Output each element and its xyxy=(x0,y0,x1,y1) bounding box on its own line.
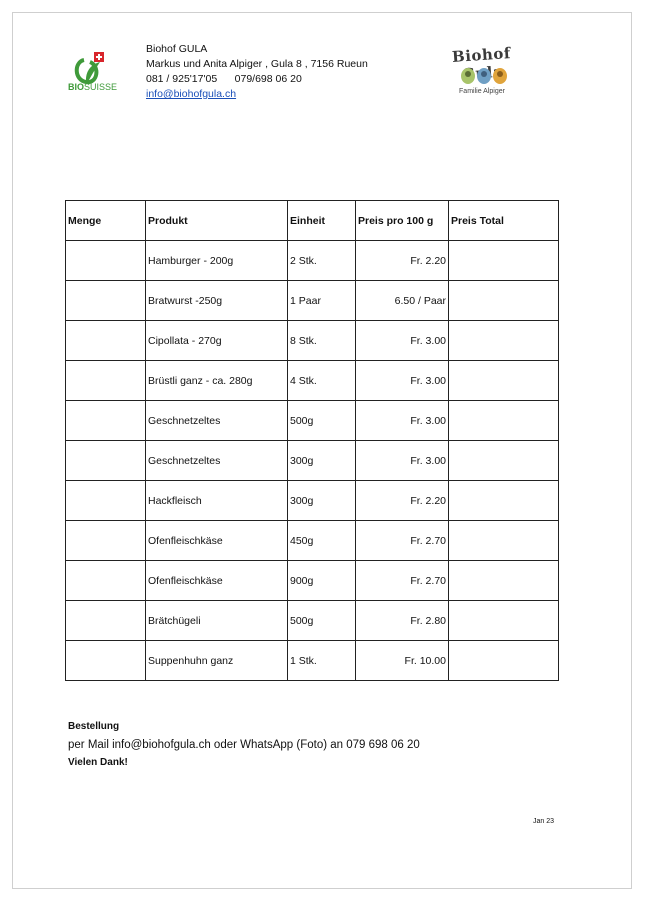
cell-produkt: Hamburger - 200g xyxy=(146,241,288,281)
cell-menge[interactable] xyxy=(66,481,146,521)
cell-menge[interactable] xyxy=(66,321,146,361)
bio-logo-suisse: SUISSE xyxy=(84,82,118,92)
cell-preis: Fr. 2.80 xyxy=(356,601,449,641)
farm-logo-subtitle: Familie Alpiger xyxy=(459,88,505,95)
cell-total[interactable] xyxy=(449,641,559,681)
cell-preis: Fr. 2.20 xyxy=(356,241,449,281)
cell-einheit: 500g xyxy=(288,601,356,641)
farm-logo-title: Biohof xyxy=(451,43,512,67)
cell-produkt: Suppenhuhn ganz xyxy=(146,641,288,681)
order-thanks: Vielen Dank! xyxy=(68,757,128,768)
cell-menge[interactable] xyxy=(66,281,146,321)
cell-produkt: Bratwurst -250g xyxy=(146,281,288,321)
bio-suisse-logo xyxy=(68,52,124,98)
cell-total[interactable] xyxy=(449,281,559,321)
cell-total[interactable] xyxy=(449,561,559,601)
cell-einheit: 2 Stk. xyxy=(288,241,356,281)
header-total: Preis Total xyxy=(449,201,559,241)
date-label: Jan 23 xyxy=(533,818,555,825)
cell-produkt: Geschnetzeltes xyxy=(146,401,288,441)
cell-menge[interactable] xyxy=(66,241,146,281)
email-link[interactable]: info@biohofgula.ch xyxy=(146,88,237,100)
biohof-gula-logo xyxy=(430,42,534,104)
cell-einheit: 1 Stk. xyxy=(288,641,356,681)
cell-preis: Fr. 3.00 xyxy=(356,321,449,361)
cell-einheit: 300g xyxy=(288,441,356,481)
cell-produkt: Geschnetzeltes xyxy=(146,441,288,481)
table-row xyxy=(66,481,559,521)
cell-produkt: Cipollata - 270g xyxy=(146,321,288,361)
cell-produkt: Brätchügeli xyxy=(146,601,288,641)
cell-total[interactable] xyxy=(449,481,559,521)
cell-preis: 6.50 / Paar xyxy=(356,281,449,321)
cell-produkt: Ofenfleischkäse xyxy=(146,521,288,561)
order-text: per Mail info@biohofgula.ch oder WhatsApp (Foto) an 079 698 06 20 xyxy=(68,739,420,751)
cell-produkt: Ofenfleischkäse xyxy=(146,561,288,601)
table-row xyxy=(66,401,559,441)
cell-einheit: 450g xyxy=(288,521,356,561)
phone-line: 081 / 925'17'05 079/698 06 20 xyxy=(146,73,302,85)
table-row xyxy=(66,641,559,681)
cell-menge[interactable] xyxy=(66,401,146,441)
cell-preis: Fr. 2.70 xyxy=(356,521,449,561)
table-row xyxy=(66,281,559,321)
order-heading: Bestellung xyxy=(68,721,120,732)
cell-total[interactable] xyxy=(449,521,559,561)
address-block xyxy=(146,42,368,102)
header-produkt: Produkt xyxy=(146,201,288,241)
cell-preis: Fr. 2.70 xyxy=(356,561,449,601)
table-row xyxy=(66,321,559,361)
cell-total[interactable] xyxy=(449,241,559,281)
cell-produkt: Brüstli ganz - ca. 280g xyxy=(146,361,288,401)
bio-logo-bio: BIO xyxy=(68,82,85,92)
cell-total[interactable] xyxy=(449,401,559,441)
cell-einheit: 500g xyxy=(288,401,356,441)
cell-einheit: 300g xyxy=(288,481,356,521)
header-menge: Menge xyxy=(66,201,146,241)
table-header-row xyxy=(66,201,559,241)
order-note xyxy=(68,718,420,772)
table-row xyxy=(66,561,559,601)
table-row xyxy=(66,441,559,481)
animal-icons xyxy=(460,64,508,86)
cell-menge[interactable] xyxy=(66,521,146,561)
address-line: Markus und Anita Alpiger , Gula 8 , 7156 Rueun xyxy=(146,58,368,70)
cell-preis: Fr. 2.20 xyxy=(356,481,449,521)
cell-einheit: 8 Stk. xyxy=(288,321,356,361)
table-row xyxy=(66,521,559,561)
cell-total[interactable] xyxy=(449,441,559,481)
cell-total[interactable] xyxy=(449,601,559,641)
table-row xyxy=(66,241,559,281)
table-row xyxy=(66,601,559,641)
header-einheit: Einheit xyxy=(288,201,356,241)
cell-preis: Fr. 3.00 xyxy=(356,361,449,401)
cell-einheit: 1 Paar xyxy=(288,281,356,321)
cell-menge[interactable] xyxy=(66,441,146,481)
cell-menge[interactable] xyxy=(66,601,146,641)
cell-total[interactable] xyxy=(449,321,559,361)
header-preis: Preis pro 100 g xyxy=(356,201,449,241)
cell-preis: Fr. 3.00 xyxy=(356,401,449,441)
cell-einheit: 900g xyxy=(288,561,356,601)
cell-menge[interactable] xyxy=(66,361,146,401)
cell-preis: Fr. 10.00 xyxy=(356,641,449,681)
cell-menge[interactable] xyxy=(66,641,146,681)
cell-total[interactable] xyxy=(449,361,559,401)
table-row xyxy=(66,361,559,401)
farm-name: Biohof GULA xyxy=(146,43,208,55)
cell-preis: Fr. 3.00 xyxy=(356,441,449,481)
cell-einheit: 4 Stk. xyxy=(288,361,356,401)
order-table xyxy=(65,200,559,681)
cell-produkt: Hackfleisch xyxy=(146,481,288,521)
cell-menge[interactable] xyxy=(66,561,146,601)
